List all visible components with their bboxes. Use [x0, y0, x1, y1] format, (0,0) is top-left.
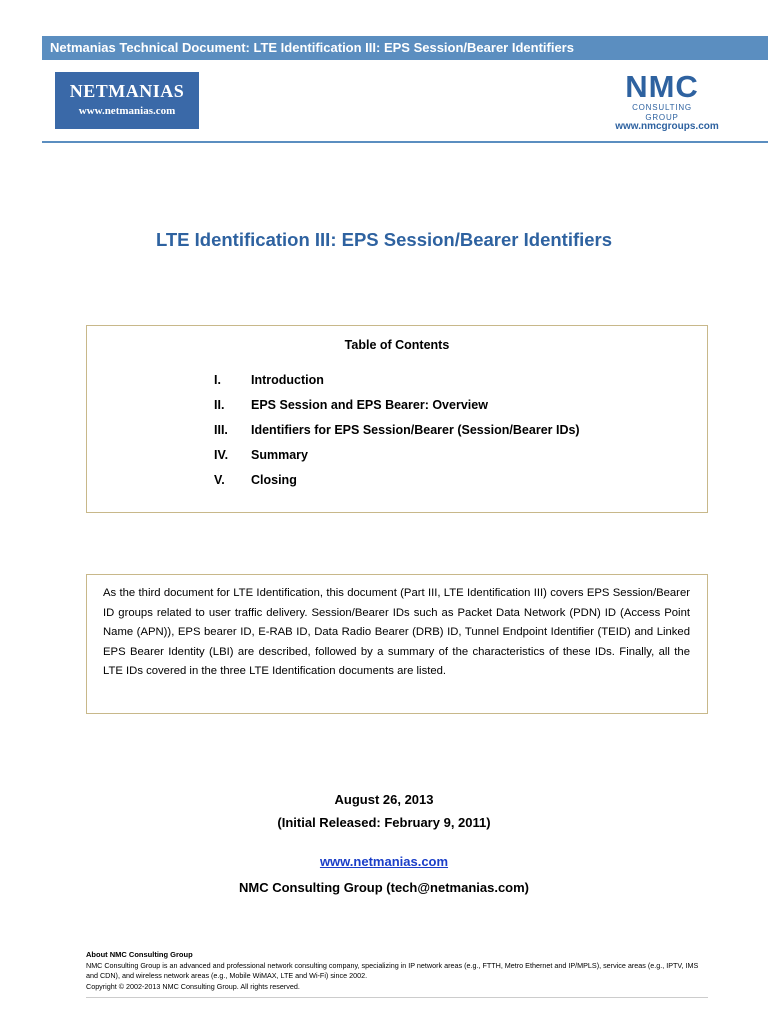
- toc-item-number: IV.: [214, 448, 229, 462]
- publication-date: August 26, 2013: [334, 792, 434, 807]
- toc-item-label: EPS Session and EPS Bearer: Overview: [251, 398, 488, 412]
- nmc-logo: [614, 69, 710, 122]
- toc-heading: Table of Contents: [344, 338, 450, 352]
- toc-item-number: V.: [214, 473, 225, 487]
- table-of-contents: [86, 325, 708, 513]
- toc-item-label: Identifiers for EPS Session/Bearer (Session/Bearer IDs): [251, 423, 580, 437]
- website-link[interactable]: www.netmanias.com: [319, 854, 449, 869]
- about-body: NMC Consulting Group is an advanced and professional network consulting company, specializing in IP network areas (e.g., FTTH, Metro Ethernet and IP/MPLS), service areas (e.g., IPTV, IMS and CDN), and wireless network areas (e.g., Mobile WiMAX, LTE and Wi-Fi) since 2002.: [86, 960, 699, 980]
- initial-release-date: (Initial Released: February 9, 2011): [277, 815, 491, 830]
- toc-item[interactable]: [214, 473, 297, 487]
- toc-item-label: Closing: [251, 473, 297, 487]
- contact-info: NMC Consulting Group (tech@netmanias.com): [238, 880, 530, 895]
- header-divider: [42, 141, 768, 143]
- toc-item-label: Introduction: [251, 373, 324, 387]
- toc-item[interactable]: [214, 448, 308, 462]
- abstract-text: As the third document for LTE Identification, this document (Part III, LTE Identification III) covers EPS Session/Bearer ID groups related to user traffic delivery. Session/Bearer IDs such as Packet Data Network (PDN) ID (Access Point Name (APN)), EPS bearer ID, E-RAB ID, Data Radio Bearer (DRB) ID, Tunnel Endpoint Identifier (TEID) and Linked EPS Bearer Identity (LBI) are described, followed by a summary of the characteristics of these IDs. Finally, all the LTE IDs covered in the three LTE Identification documents are listed.: [103, 587, 690, 677]
- about-section: [86, 950, 708, 992]
- nmc-website-link[interactable]: www.nmcgroups.com: [615, 121, 719, 132]
- toc-item-number: II.: [214, 398, 225, 412]
- netmanias-logo: [55, 72, 199, 129]
- toc-item[interactable]: [214, 398, 488, 412]
- website-link-line: [0, 854, 768, 869]
- copyright-notice: Copyright © 2002-2013 NMC Consulting Group. All rights reserved.: [86, 981, 300, 991]
- nmc-logo-subtitle: CONSULTING GROUP: [632, 103, 692, 122]
- footer-divider: [86, 997, 708, 998]
- netmanias-logo-url: www.netmanias.com: [78, 105, 176, 117]
- toc-item[interactable]: [214, 373, 324, 387]
- toc-item[interactable]: [214, 423, 580, 437]
- toc-item-number: III.: [214, 423, 228, 437]
- toc-item-label: Summary: [251, 448, 308, 462]
- nmc-logo-mark: NMC: [625, 69, 699, 104]
- about-title: About NMC Consulting Group: [86, 950, 193, 959]
- document-title: LTE Identification III: EPS Session/Bearer Identifiers: [155, 229, 613, 250]
- abstract-box: [86, 574, 708, 714]
- toc-item-number: I.: [214, 373, 221, 387]
- netmanias-logo-name: NETMANIAS: [69, 81, 185, 101]
- document-header-banner: Netmanias Technical Document: LTE Identification III: EPS Session/Bearer Identifiers: [42, 36, 768, 60]
